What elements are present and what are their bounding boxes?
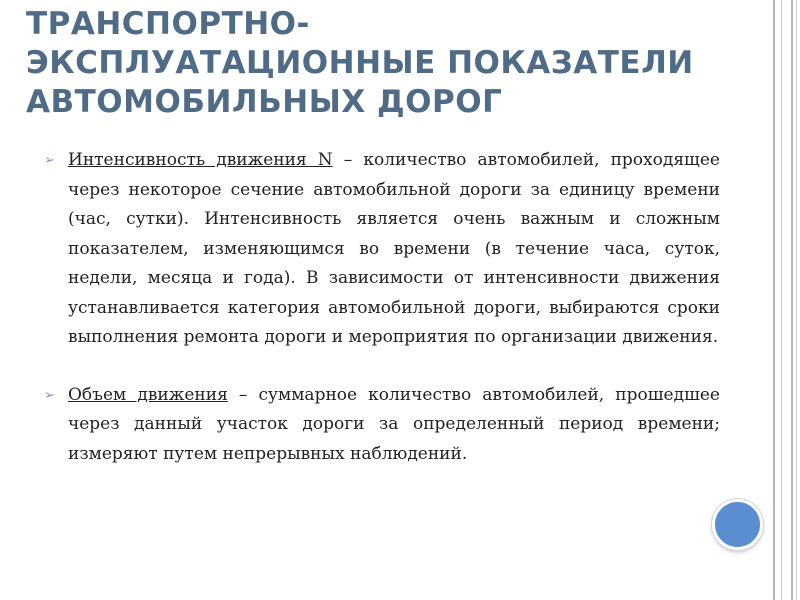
- term-volume: Объем движения: [68, 384, 228, 405]
- bullet-arrow-icon: ➢: [44, 387, 55, 403]
- border-line: [773, 0, 775, 600]
- slide-title: [26, 5, 756, 122]
- slide-content: [44, 146, 720, 469]
- title-line-1: ТРАНСПОРТНО-: [26, 6, 310, 42]
- definition-volume: – суммарное количество автомобилей, прошедшее через данный участок дороги за определенный период времени; измеряют путем непрерывных наблюдений.: [68, 384, 720, 464]
- bullet-arrow-icon: ➢: [44, 153, 55, 168]
- bullet-item-volume: [44, 381, 720, 470]
- border-line: [791, 0, 793, 600]
- border-line: [781, 0, 782, 600]
- border-line: [796, 0, 797, 600]
- title-line-3: АВТОМОБИЛЬНЫХ ДОРОГ: [26, 84, 503, 120]
- bullet-item-intensity: [44, 146, 720, 353]
- definition-intensity: – количество автомобилей, проходящее через некоторое сечение автомобильной дороги за единицу времени (час, сутки). Интенсивность является очень важным и сложным показателем, изменяющимся во времени (в течение часа, суток, недели, месяца и года). В зависимости от интенсивности движения устанавливается категория автомобильной дороги, выбираются сроки выполнения ремонта дороги и мероприятия по организации движения.: [68, 150, 720, 347]
- term-intensity: Интенсивность движения N: [68, 150, 333, 170]
- right-border-decoration: [760, 0, 800, 600]
- title-line-2: ЭКСПЛУАТАЦИОННЫЕ ПОКАЗАТЕЛИ: [26, 45, 694, 81]
- circle-ornament: [712, 499, 763, 550]
